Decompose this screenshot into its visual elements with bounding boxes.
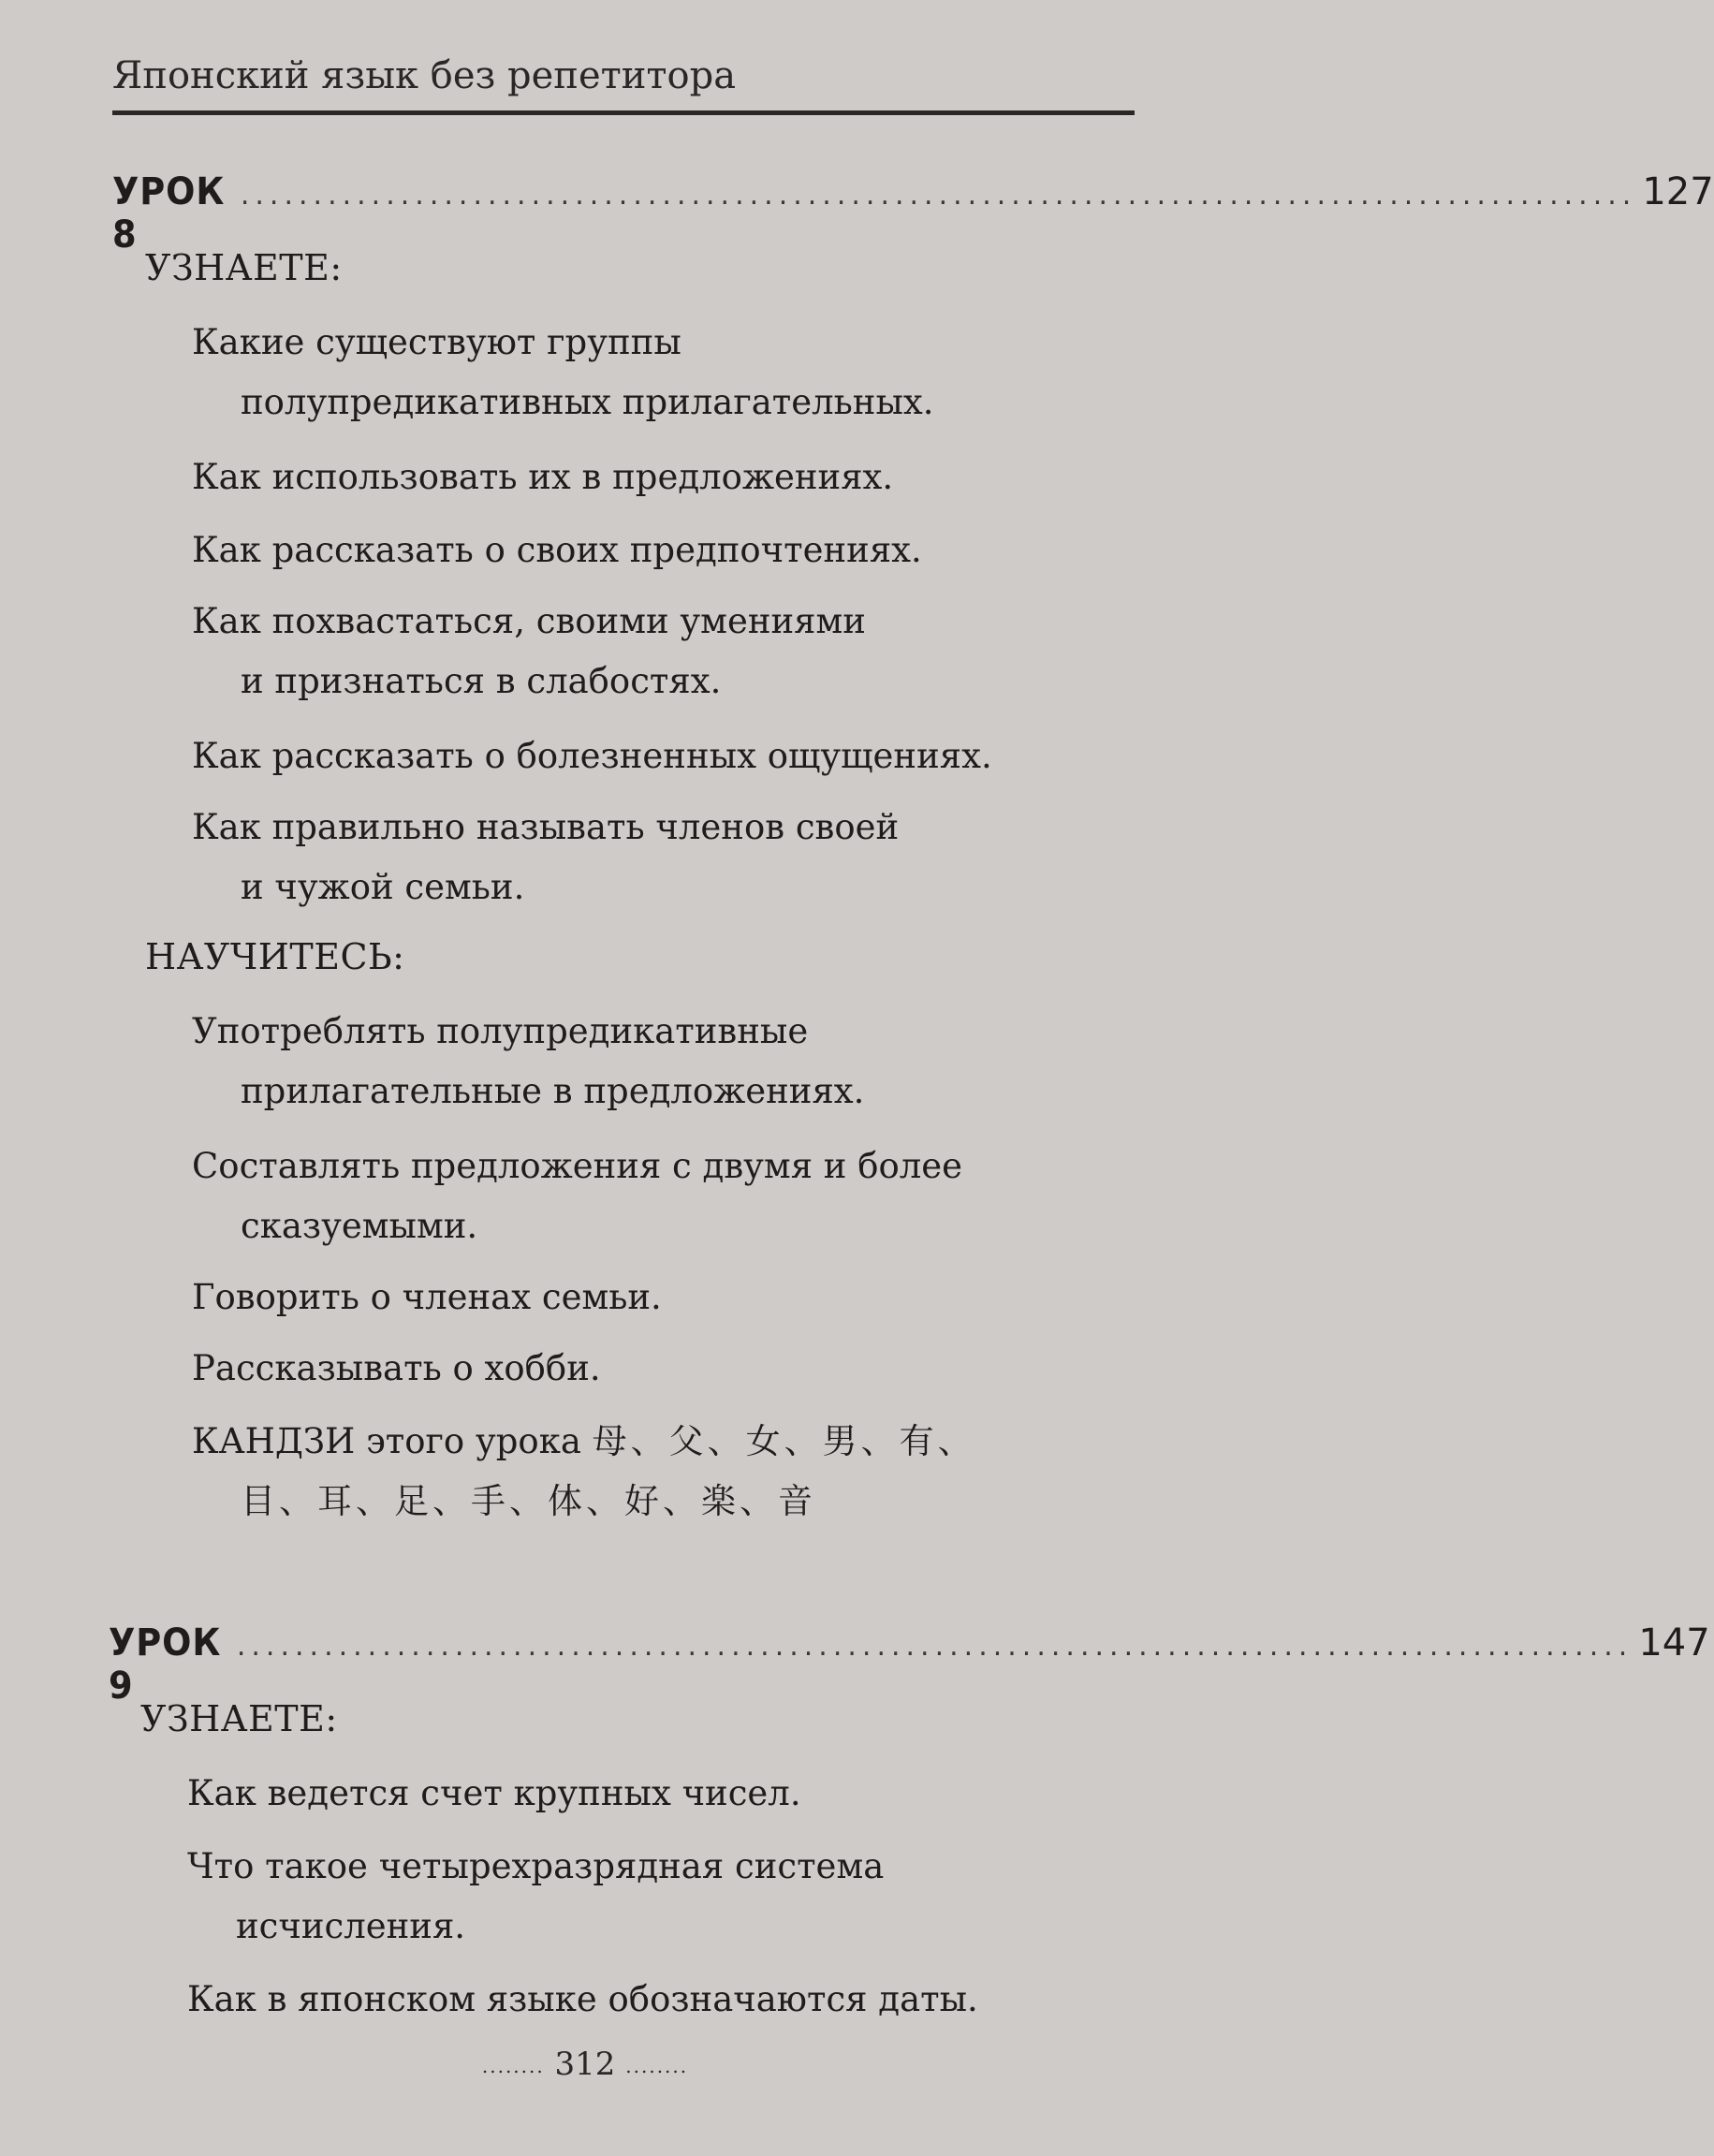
header-rule [112, 110, 1135, 115]
lesson-9-learn-item-1: Как ведется счет крупных чисел. [187, 1773, 801, 1813]
lesson-8-skill-item-2: Составлять предложения с двумя и более сказуемыми. [192, 1146, 963, 1246]
lesson-8-skill-item-3: Говорить о членах семьи. [192, 1277, 662, 1317]
running-title: Японский язык без репетитора [112, 54, 737, 97]
lesson-9-page-number: 147 [1638, 1621, 1710, 1665]
lesson-9-learn-label: УЗНАЕТЕ: [140, 1698, 338, 1739]
lesson-9-learn-item-2: Что такое четырехразрядная система исчисления. [187, 1846, 885, 1946]
lesson-8-heading [112, 170, 1714, 257]
lesson-8-learn-item-5: Как рассказать о болезненных ощущениях. [192, 736, 992, 776]
lesson-8-skill-item-4: Рассказывать о хобби. [192, 1348, 601, 1388]
lesson-9-learn-item-3: Как в японском языке обозначаются даты. [187, 1979, 978, 2019]
page-folio: ........ 312 ........ [481, 2046, 689, 2083]
lesson-8-learn-item-6: Как правильно называть членов своей и чужой семьи. [192, 807, 900, 907]
lesson-9-heading [109, 1621, 1710, 1708]
lesson-8-learn-item-3: Как рассказать о своих предпочтениях. [192, 530, 922, 570]
lesson-8-learn-label: УЗНАЕТЕ: [145, 247, 343, 288]
lesson-8-kanji-line-1: 母、父、女、男、有、 [592, 1421, 976, 1461]
lesson-8-title: УРОК 8 [112, 170, 226, 257]
lesson-8-learn-item-2: Как использовать их в предложениях. [192, 457, 894, 497]
lesson-8-kanji-line-2: 目、耳、足、手、体、好、楽、音 [241, 1481, 816, 1521]
lesson-8-leader-dots: ................................................................................................ [240, 179, 1637, 212]
lesson-8-page-number: 127 [1642, 170, 1714, 213]
lesson-8-learn-item-1: Какие существуют группы полупредикативных прилагательных. [192, 322, 934, 422]
lesson-8-kanji-list: КАНДЗИ этого урока 母、父、女、男、有、 目、耳、足、手、体、好、楽、音 [192, 1412, 976, 1532]
lesson-8-learn-item-4: Как похвастаться, своими умениями и признаться в слабостях. [192, 601, 866, 701]
page-number: 312 [554, 2046, 616, 2083]
lesson-9-leader-dots: ................................................................................................ [236, 1630, 1633, 1663]
lesson-8-skill-item-1: Употреблять полупредикативные прилагательные в предложениях. [192, 1011, 865, 1111]
lesson-8-skills-label: НАУЧИТЕСЬ: [145, 936, 405, 977]
lesson-9-title: УРОК 9 [109, 1621, 222, 1708]
